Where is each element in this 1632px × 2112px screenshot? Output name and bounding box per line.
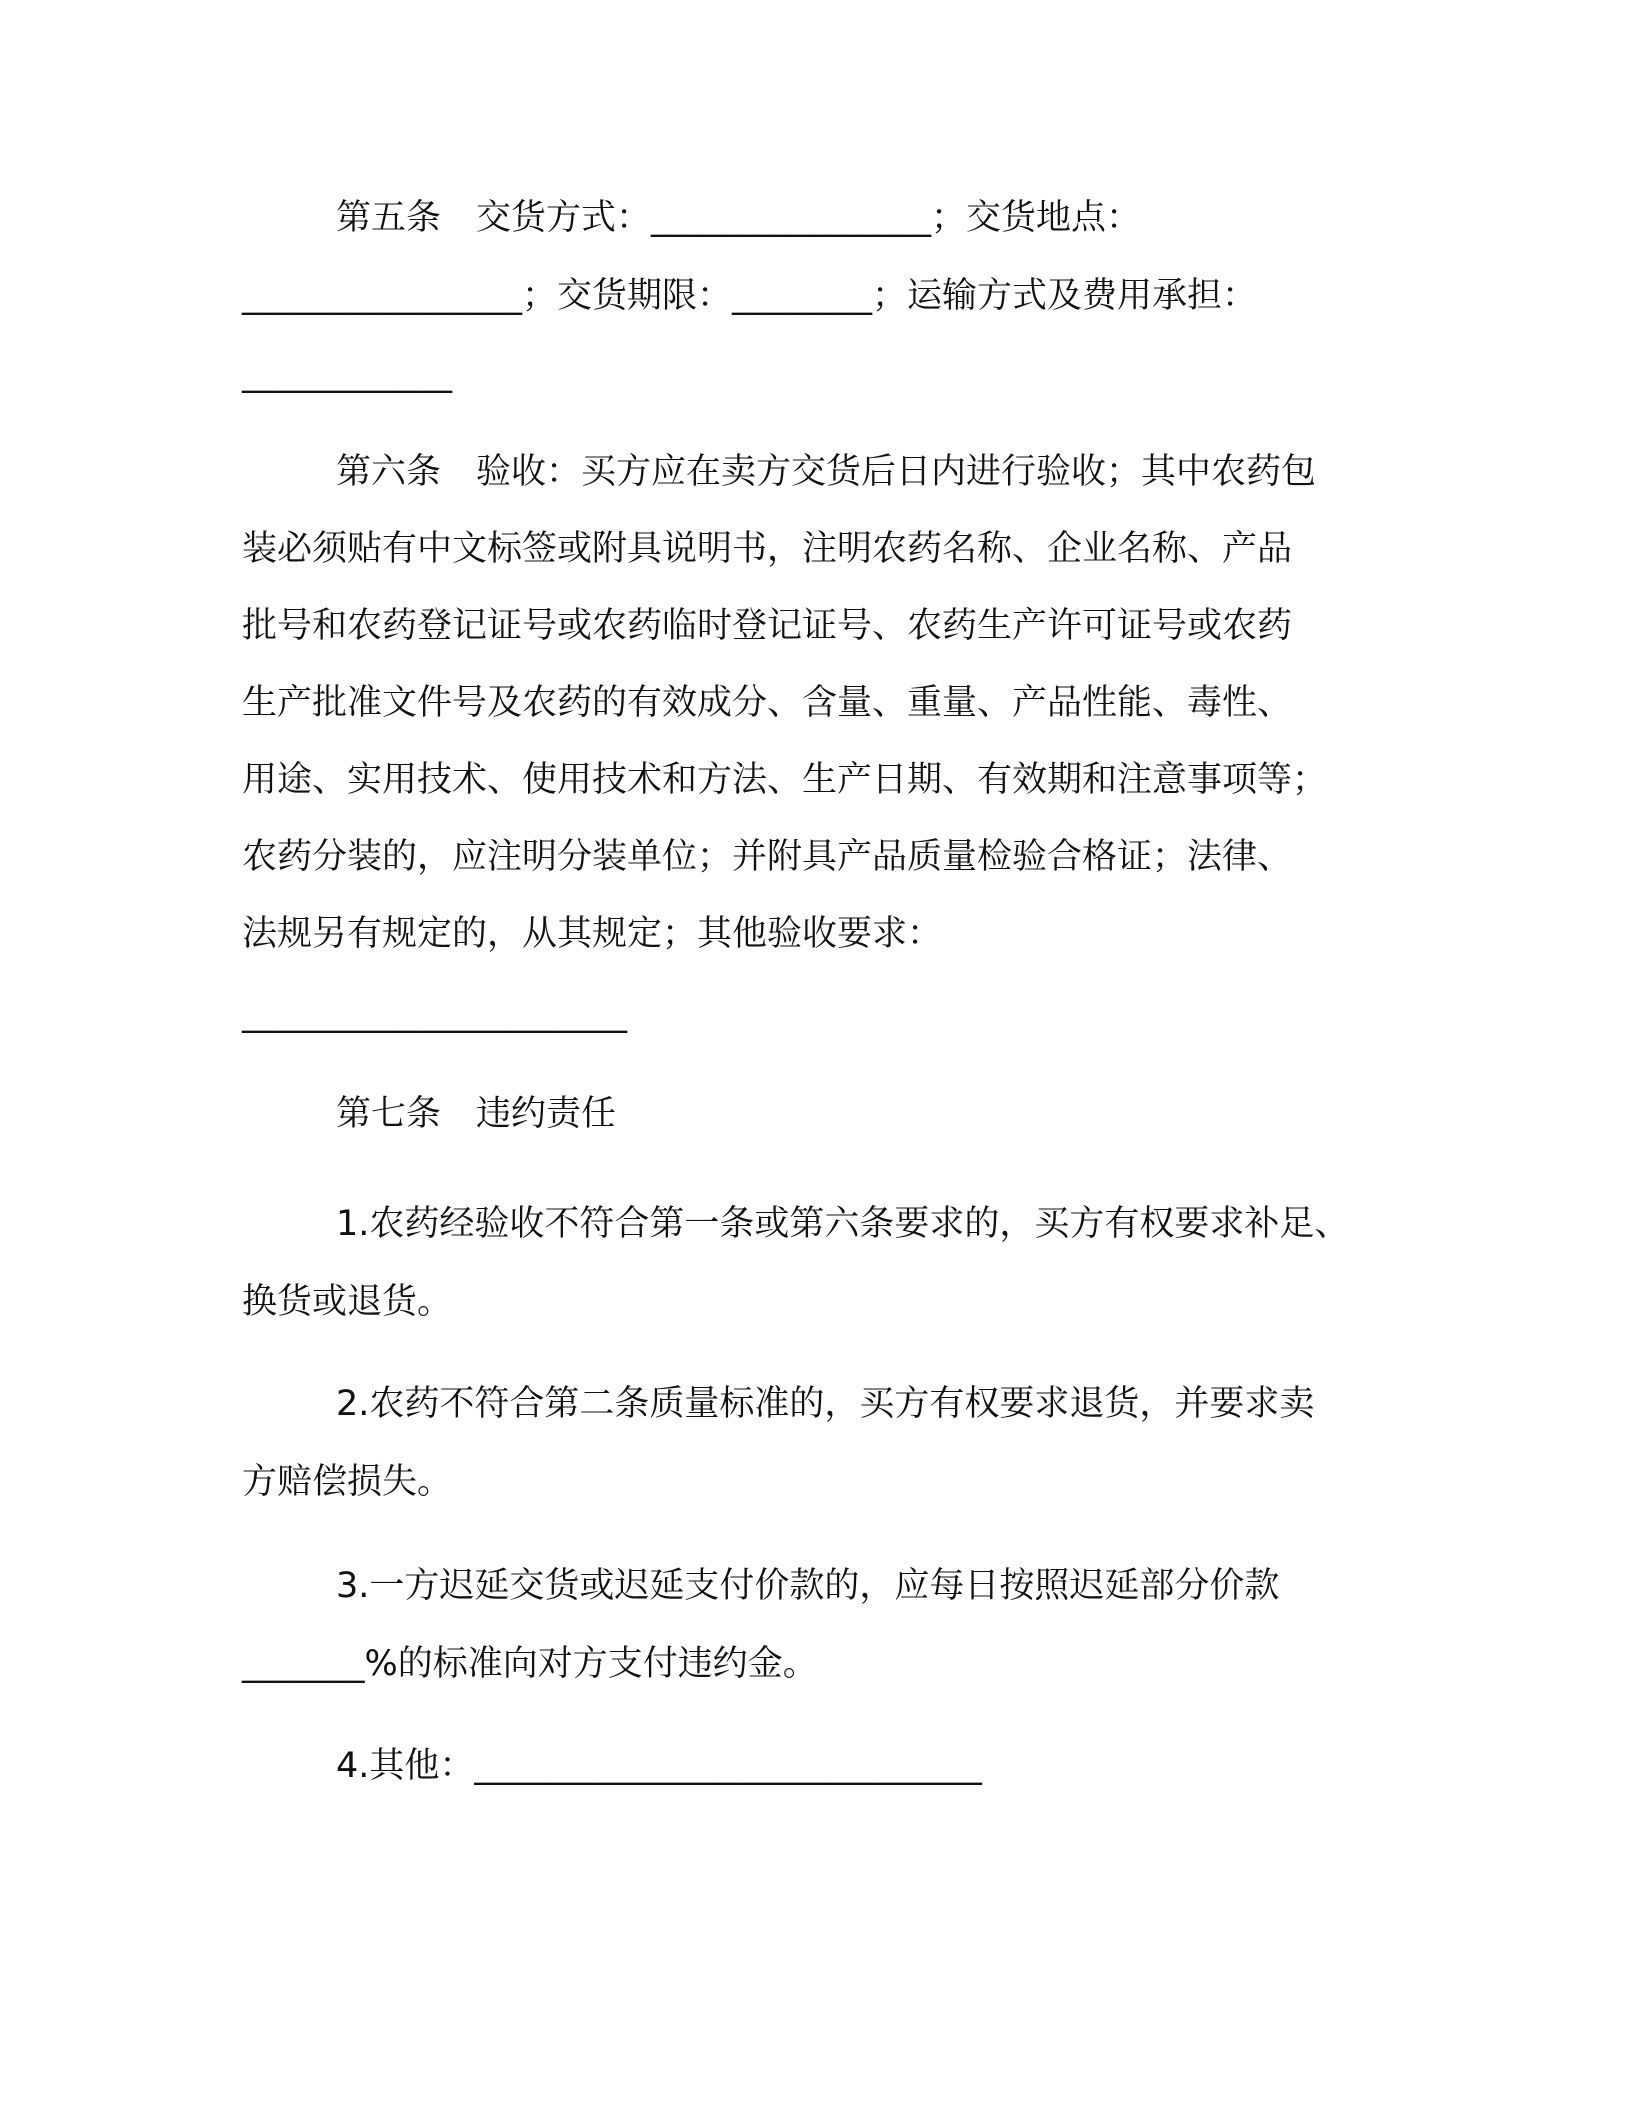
article7-item3-line-2: _______%的标准向对方支付违约金。 (242, 1644, 818, 1684)
article5-line-1: 第五条 交货方式：________________；交货地点： (336, 198, 1142, 238)
article7-item1-line-1: 1.农药经验收不符合第一条或第六条要求的，买方有权要求补足、 (336, 1204, 1350, 1244)
article7-item2-line-2: 方赔偿损失。 (242, 1462, 453, 1502)
article6-line-1: 第六条 验收：买方应在卖方交货后日内进行验收；其中农药包 (336, 452, 1317, 492)
article6-line-4: 生产批准文件号及农药的有效成分、含量、重量、产品性能、毒性、 (242, 683, 1293, 723)
article6-line-2: 装必须贴有中文标签或附具说明书，注明农药名称、企业名称、产品 (242, 529, 1293, 569)
article7-heading: 第七条 违约责任 (336, 1094, 617, 1134)
article5-line-3: ____________ (242, 354, 452, 394)
article6-line-6: 农药分装的，应注明分装单位；并附具产品质量检验合格证；法律、 (242, 837, 1293, 877)
article7-item4: 4.其他：_____________________________ (336, 1746, 982, 1786)
article6-line-7: 法规另有规定的，从其规定；其他验收要求： (242, 914, 943, 954)
article7-item1-line-2: 换货或退货。 (242, 1282, 453, 1322)
article6-line-8: ______________________ (242, 994, 627, 1034)
article7-item2-line-1: 2.农药不符合第二条质量标准的，买方有权要求退货，并要求卖 (336, 1384, 1315, 1424)
article7-item3-line-1: 3.一方迟延交货或迟延支付价款的，应每日按照迟延部分价款 (336, 1566, 1280, 1606)
article5-line-2: ________________；交货期限：________；运输方式及费用承担： (242, 276, 1258, 316)
article6-line-5: 用途、实用技术、使用技术和方法、生产日期、有效期和注意事项等； (242, 760, 1328, 800)
article6-line-3: 批号和农药登记证号或农药临时登记证号、农药生产许可证号或农药 (242, 606, 1293, 646)
